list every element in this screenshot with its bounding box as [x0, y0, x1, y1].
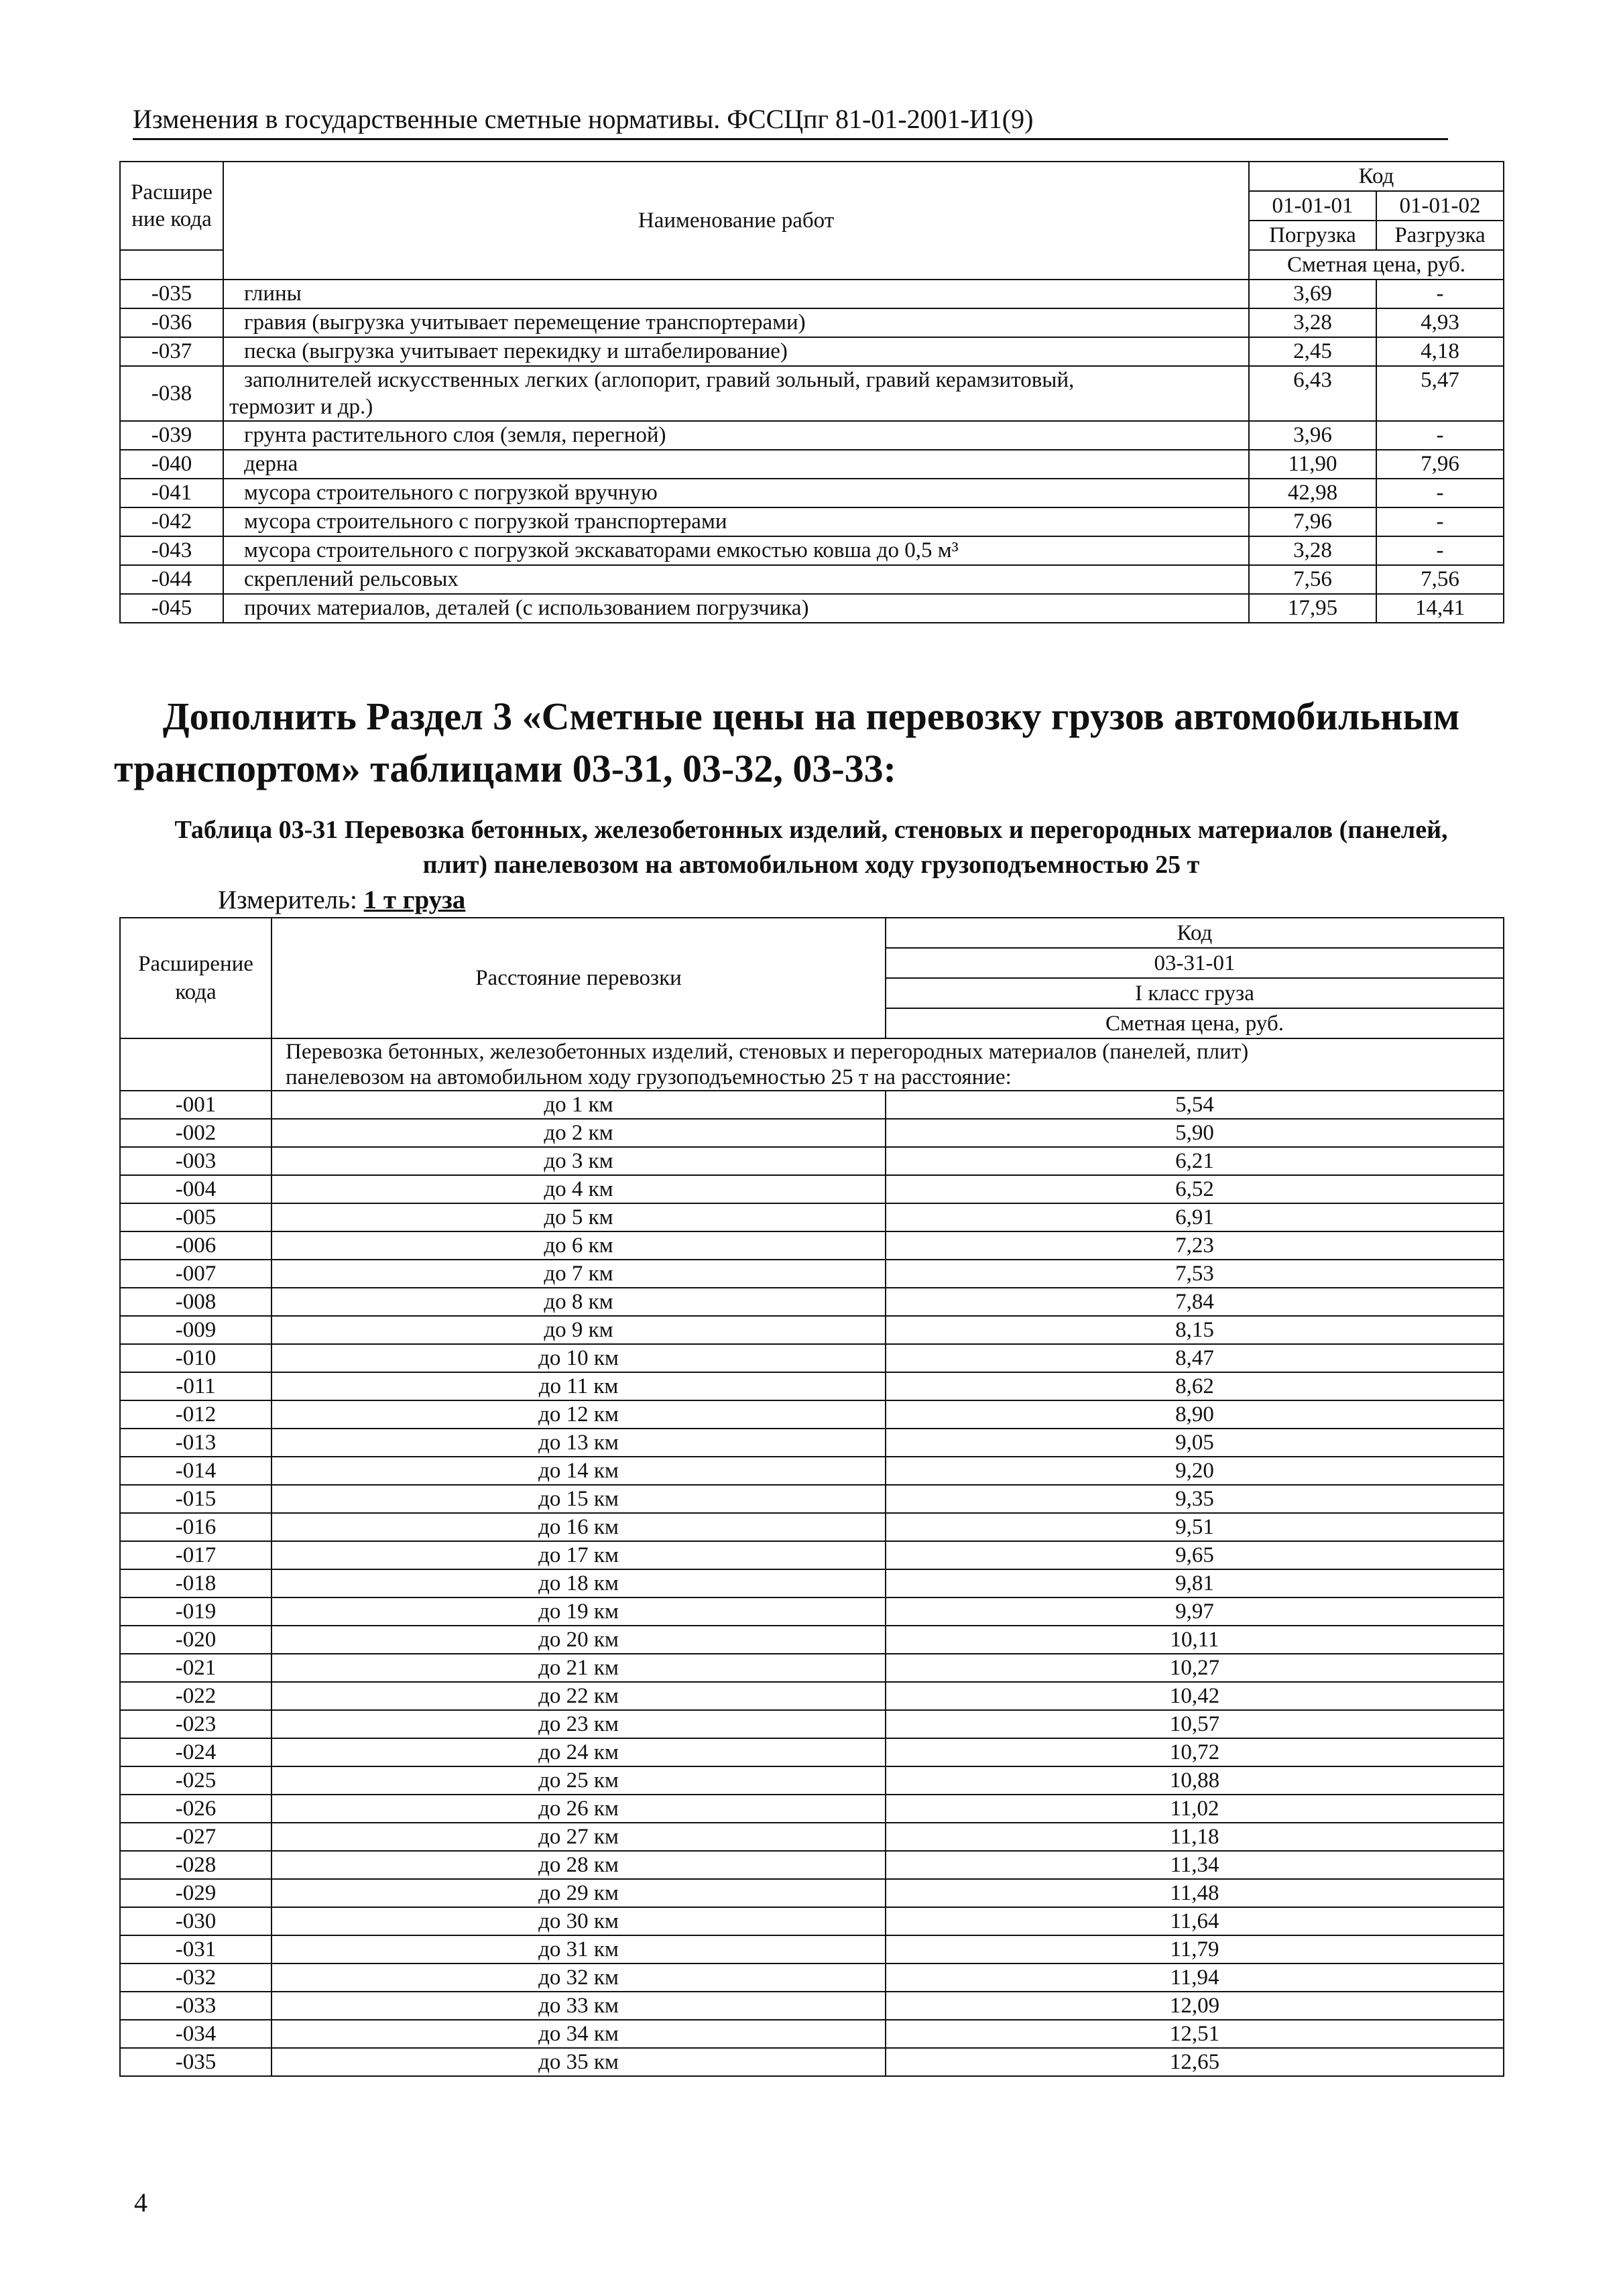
- row-code: -035: [120, 280, 223, 308]
- row-code: -016: [120, 1513, 272, 1541]
- code-loading: 01-01-01: [1249, 191, 1376, 221]
- row-name: мусора строительного с погрузкой экскаваторами емкостью ковша до 0,5 м³: [223, 536, 1249, 565]
- row-distance: до 18 км: [272, 1569, 886, 1597]
- table-row: [120, 1879, 1504, 1907]
- row-unloading-price: -: [1376, 507, 1504, 536]
- table-row: [120, 1907, 1504, 1935]
- row-price: 10,11: [886, 1626, 1504, 1654]
- table-row: [120, 1147, 1504, 1175]
- table-row: [120, 536, 1504, 565]
- row-code: -030: [120, 1907, 272, 1935]
- row-distance: до 28 км: [272, 1851, 886, 1879]
- row-unloading-price: 7,96: [1376, 450, 1504, 479]
- row-distance: до 5 км: [272, 1203, 886, 1231]
- row-code: -029: [120, 1879, 272, 1907]
- table-row: [120, 1457, 1504, 1485]
- column-header-code: Код: [1249, 162, 1504, 191]
- table-row: [120, 1738, 1504, 1766]
- row-code: -033: [120, 1992, 272, 2020]
- row-distance: до 9 км: [272, 1316, 886, 1344]
- row-distance: до 17 км: [272, 1541, 886, 1569]
- row-code: -009: [120, 1316, 272, 1344]
- row-price: 7,84: [886, 1288, 1504, 1316]
- row-price: 8,90: [886, 1400, 1504, 1429]
- row-code: -038: [120, 366, 223, 421]
- table-row: [120, 1710, 1504, 1738]
- row-price: 11,79: [886, 1935, 1504, 1963]
- table-row: [120, 1400, 1504, 1429]
- cargo-class: I класс груза: [886, 978, 1504, 1008]
- row-code: -015: [120, 1485, 272, 1513]
- row-code: -036: [120, 308, 223, 337]
- row-code: -024: [120, 1738, 272, 1766]
- column-header-code-ext: Расширение кода: [120, 918, 272, 1038]
- row-distance: до 12 км: [272, 1400, 886, 1429]
- column-header-distance: Расстояние перевозки: [272, 918, 886, 1038]
- row-code: -031: [120, 1935, 272, 1963]
- row-loading-price: 42,98: [1249, 479, 1376, 507]
- row-code: -017: [120, 1541, 272, 1569]
- row-price: 9,51: [886, 1513, 1504, 1541]
- row-distance: до 2 км: [272, 1119, 886, 1147]
- table-row: [120, 1316, 1504, 1344]
- table-row: [120, 1372, 1504, 1400]
- row-distance: до 29 км: [272, 1879, 886, 1907]
- row-distance: до 25 км: [272, 1766, 886, 1795]
- row-unloading-price: 4,93: [1376, 308, 1504, 337]
- table-row: [120, 1569, 1504, 1597]
- row-code: -042: [120, 507, 223, 536]
- table-row: [120, 2020, 1504, 2048]
- row-distance: до 6 км: [272, 1231, 886, 1260]
- row-distance: до 30 км: [272, 1907, 886, 1935]
- table-row: [120, 1766, 1504, 1795]
- table-row: [120, 1513, 1504, 1541]
- row-loading-price: 3,96: [1249, 421, 1376, 450]
- row-price: 6,91: [886, 1203, 1504, 1231]
- row-loading-price: 7,56: [1249, 565, 1376, 594]
- row-loading-price: 7,96: [1249, 507, 1376, 536]
- table-row: [120, 280, 1504, 308]
- row-distance: до 3 км: [272, 1147, 886, 1175]
- table-row: [120, 1935, 1504, 1963]
- row-loading-price: 3,28: [1249, 536, 1376, 565]
- document-header: Изменения в государственные сметные нормативы. ФССЦпг 81-01-2001-И1(9): [133, 101, 1448, 140]
- table-row: [120, 1992, 1504, 2020]
- row-price: 10,42: [886, 1682, 1504, 1710]
- table-row: [120, 1203, 1504, 1231]
- table-row: [120, 1288, 1504, 1316]
- row-name: заполнителей искусственных легких (аглопорит, гравий зольный, гравий керамзитовый, термозит и др.): [223, 366, 1249, 421]
- row-price: 5,54: [886, 1091, 1504, 1119]
- row-price: 9,65: [886, 1541, 1504, 1569]
- row-code: -039: [120, 421, 223, 450]
- row-distance: до 23 км: [272, 1710, 886, 1738]
- column-header-code: Код: [886, 918, 1504, 948]
- code-value: 03-31-01: [886, 948, 1504, 978]
- row-loading-price: 17,95: [1249, 594, 1376, 623]
- section-title: Дополнить Раздел 3 «Сметные цены на перевозку грузов автомобильным транспортом» таблицами 03-31, 03-32, 03-33:: [114, 694, 1460, 790]
- row-code: -044: [120, 565, 223, 594]
- row-price: 6,21: [886, 1147, 1504, 1175]
- row-code: -012: [120, 1400, 272, 1429]
- row-price: 10,72: [886, 1738, 1504, 1766]
- row-price: 7,23: [886, 1231, 1504, 1260]
- table-row: [120, 479, 1504, 507]
- column-header-work-name: Наименование работ: [223, 162, 1249, 280]
- row-code: -025: [120, 1766, 272, 1795]
- row-distance: до 35 км: [272, 2048, 886, 2076]
- row-price: 10,57: [886, 1710, 1504, 1738]
- row-distance: до 8 км: [272, 1288, 886, 1316]
- row-code: -023: [120, 1710, 272, 1738]
- row-code: -041: [120, 479, 223, 507]
- row-unloading-price: 5,47: [1376, 366, 1504, 421]
- row-unloading-price: -: [1376, 421, 1504, 450]
- row-distance: до 1 км: [272, 1091, 886, 1119]
- table-row: [120, 450, 1504, 479]
- row-loading-price: 11,90: [1249, 450, 1376, 479]
- table-row: [120, 1682, 1504, 1710]
- table-row: [120, 1963, 1504, 1992]
- row-price: 11,34: [886, 1851, 1504, 1879]
- row-name: дерна: [223, 450, 1249, 479]
- column-header-code-ext: Расшире ние кода: [120, 162, 223, 250]
- table-row: [120, 1260, 1504, 1288]
- row-price: 8,15: [886, 1316, 1504, 1344]
- measure-unit: Измеритель: 1 т груза: [218, 886, 466, 914]
- row-code: -008: [120, 1288, 272, 1316]
- row-name: мусора строительного с погрузкой транспортерами: [223, 507, 1249, 536]
- row-distance: до 11 км: [272, 1372, 886, 1400]
- row-price: 10,88: [886, 1766, 1504, 1795]
- table-row: [120, 1344, 1504, 1372]
- row-distance: до 19 км: [272, 1597, 886, 1626]
- row-code: -045: [120, 594, 223, 623]
- empty-cell: [120, 250, 223, 280]
- row-code: -004: [120, 1175, 272, 1203]
- row-code: -034: [120, 2020, 272, 2048]
- row-code: -021: [120, 1654, 272, 1682]
- page-number: 4: [134, 2187, 147, 2218]
- table-row: [120, 1541, 1504, 1569]
- table-row: [120, 1429, 1504, 1457]
- row-price: 11,48: [886, 1879, 1504, 1907]
- row-code: -005: [120, 1203, 272, 1231]
- label-unloading: Разгрузка: [1376, 221, 1504, 250]
- row-distance: до 16 км: [272, 1513, 886, 1541]
- row-name: мусора строительного с погрузкой вручную: [223, 479, 1249, 507]
- row-distance: до 7 км: [272, 1260, 886, 1288]
- row-code: -014: [120, 1457, 272, 1485]
- row-price: 9,35: [886, 1485, 1504, 1513]
- row-price: 10,27: [886, 1654, 1504, 1682]
- row-distance: до 31 км: [272, 1935, 886, 1963]
- table-row: [120, 1119, 1504, 1147]
- table-row: [120, 1795, 1504, 1823]
- row-code: -003: [120, 1147, 272, 1175]
- row-loading-price: 2,45: [1249, 337, 1376, 366]
- row-code: -037: [120, 337, 223, 366]
- label-loading: Погрузка: [1249, 221, 1376, 250]
- group-description: Перевозка бетонных, железобетонных изделий, стеновых и перегородных материалов (панелей, плит) панелевозом на автомобильном ходу грузоподъемностью 25 т на расстояние:: [272, 1038, 1504, 1091]
- table-row: [120, 1091, 1504, 1119]
- row-code: -043: [120, 536, 223, 565]
- transport-prices-table: [119, 917, 1504, 2077]
- row-unloading-price: 14,41: [1376, 594, 1504, 623]
- row-distance: до 20 км: [272, 1626, 886, 1654]
- table-row: [120, 1175, 1504, 1203]
- row-price: 9,20: [886, 1457, 1504, 1485]
- row-unloading-price: -: [1376, 536, 1504, 565]
- row-unloading-price: -: [1376, 479, 1504, 507]
- row-code: -010: [120, 1344, 272, 1372]
- table-row: [120, 1231, 1504, 1260]
- row-distance: до 26 км: [272, 1795, 886, 1823]
- table-row: [120, 594, 1504, 623]
- row-code: -019: [120, 1597, 272, 1626]
- loading-prices-table: [119, 161, 1504, 623]
- row-code: -001: [120, 1091, 272, 1119]
- row-distance: до 24 км: [272, 1738, 886, 1766]
- row-code: -032: [120, 1963, 272, 1992]
- row-distance: до 10 км: [272, 1344, 886, 1372]
- row-name: грунта растительного слоя (земля, перегной): [223, 421, 1249, 450]
- row-name: скреплений рельсовых: [223, 565, 1249, 594]
- row-loading-price: 3,28: [1249, 308, 1376, 337]
- table-row: [120, 1654, 1504, 1682]
- table-row: [120, 337, 1504, 366]
- row-code: -028: [120, 1851, 272, 1879]
- row-price: 11,02: [886, 1795, 1504, 1823]
- row-loading-price: 6,43: [1249, 366, 1376, 421]
- row-price: 5,90: [886, 1119, 1504, 1147]
- table-caption: Таблица 03-31 Перевозка бетонных, железобетонных изделий, стеновых и перегородных материалов (панелей, плит) панелевозом на автомобильном ходу грузоподъемностью 25 т: [174, 816, 1448, 879]
- table-row: [120, 1851, 1504, 1879]
- row-price: 12,51: [886, 2020, 1504, 2048]
- row-price: 11,64: [886, 1907, 1504, 1935]
- row-name: гравия (выгрузка учитывает перемещение транспортерами): [223, 308, 1249, 337]
- row-price: 12,09: [886, 1992, 1504, 2020]
- row-distance: до 14 км: [272, 1457, 886, 1485]
- row-unloading-price: -: [1376, 280, 1504, 308]
- row-code: -002: [120, 1119, 272, 1147]
- table-row: [120, 1485, 1504, 1513]
- row-price: 9,81: [886, 1569, 1504, 1597]
- table-row: [120, 421, 1504, 450]
- table-row: [120, 1626, 1504, 1654]
- table-row: [120, 2048, 1504, 2076]
- row-price: 8,62: [886, 1372, 1504, 1400]
- row-code: -007: [120, 1260, 272, 1288]
- table-row: [120, 565, 1504, 594]
- row-price: 9,05: [886, 1429, 1504, 1457]
- row-code: -013: [120, 1429, 272, 1457]
- row-name: глины: [223, 280, 1249, 308]
- row-unloading-price: 7,56: [1376, 565, 1504, 594]
- row-distance: до 4 км: [272, 1175, 886, 1203]
- row-price: 9,97: [886, 1597, 1504, 1626]
- empty-cell: [120, 1038, 272, 1091]
- table-row: [120, 308, 1504, 337]
- row-price: 11,94: [886, 1963, 1504, 1992]
- price-label: Сметная цена, руб.: [886, 1008, 1504, 1038]
- row-code: -018: [120, 1569, 272, 1597]
- row-code: -020: [120, 1626, 272, 1654]
- row-code: -040: [120, 450, 223, 479]
- table-row: [120, 1823, 1504, 1851]
- row-price: 12,65: [886, 2048, 1504, 2076]
- row-price: 7,53: [886, 1260, 1504, 1288]
- row-distance: до 27 км: [272, 1823, 886, 1851]
- row-price: 11,18: [886, 1823, 1504, 1851]
- table-row: [120, 507, 1504, 536]
- row-distance: до 21 км: [272, 1654, 886, 1682]
- table-row: [120, 366, 1504, 421]
- row-name: прочих материалов, деталей (с использованием погрузчика): [223, 594, 1249, 623]
- row-code: -006: [120, 1231, 272, 1260]
- row-code: -027: [120, 1823, 272, 1851]
- row-code: -022: [120, 1682, 272, 1710]
- price-label: Сметная цена, руб.: [1249, 250, 1504, 280]
- row-unloading-price: 4,18: [1376, 337, 1504, 366]
- row-distance: до 22 км: [272, 1682, 886, 1710]
- row-price: 8,47: [886, 1344, 1504, 1372]
- row-distance: до 13 км: [272, 1429, 886, 1457]
- row-price: 6,52: [886, 1175, 1504, 1203]
- row-loading-price: 3,69: [1249, 280, 1376, 308]
- table-row: [120, 1597, 1504, 1626]
- code-unloading: 01-01-02: [1376, 191, 1504, 221]
- row-code: -011: [120, 1372, 272, 1400]
- row-distance: до 15 км: [272, 1485, 886, 1513]
- row-code: -026: [120, 1795, 272, 1823]
- row-distance: до 32 км: [272, 1963, 886, 1992]
- row-code: -035: [120, 2048, 272, 2076]
- row-name: песка (выгрузка учитывает перекидку и штабелирование): [223, 337, 1249, 366]
- row-distance: до 33 км: [272, 1992, 886, 2020]
- row-distance: до 34 км: [272, 2020, 886, 2048]
